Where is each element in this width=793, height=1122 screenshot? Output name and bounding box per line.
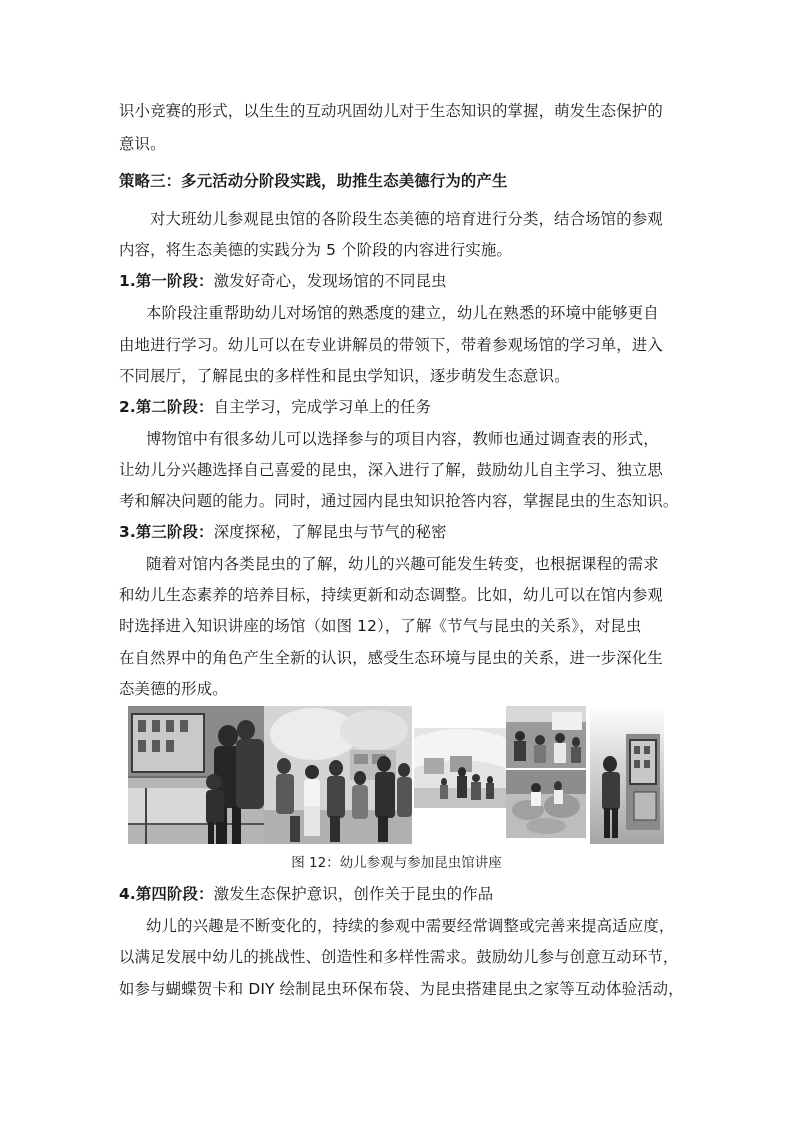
figure-12-caption: 图 12：幼儿参观与参加昆虫馆讲座	[291, 855, 502, 871]
stage-1-line-3: 不同展厅，了解昆虫的多样性和昆虫学知识，逐步萌发生态意识。	[119, 367, 570, 385]
photo-group-visit	[264, 706, 412, 844]
stage-2-line-3: 考和解决问题的能力。同时，通过园内昆虫知识抢答内容，掌握昆虫的生态知识。	[119, 492, 679, 510]
figure-12-photos	[128, 706, 664, 844]
stage-1-heading	[119, 271, 679, 291]
strategy-3-heading: 策略三：多元活动分阶段实践，助推生态美德行为的产生	[119, 172, 508, 190]
stage-3-line-1: 随着对馆内各类昆虫的了解，幼儿的兴趣可能发生转变，也根据课程的需求	[146, 555, 659, 573]
photo-lecture-room	[506, 706, 586, 768]
photo-wall-exhibit	[590, 706, 664, 844]
stage-1-line-2: 由地进行学习。幼儿可以在专业讲解员的带领下，带着参观场馆的学习单，进入	[119, 336, 663, 354]
stage-4-line-2: 以满足发展中幼儿的挑战性、创造性和多样性需求。鼓励幼儿参与创意互动环节，	[119, 948, 679, 966]
stage-1-label: 1.第一阶段：	[119, 272, 214, 290]
stage-4-title: 激发生态保护意识，创作关于昆虫的作品	[213, 885, 494, 903]
stage-3-label: 3.第三阶段：	[119, 523, 214, 541]
stage-3-heading	[119, 522, 679, 542]
photo-specimen-display	[506, 770, 586, 838]
stage-4-line-3: 如参与蝴蝶贺卡和 DIY 绘制昆虫环保布袋、为昆虫搭建昆虫之家等互动体验活动，	[119, 980, 684, 998]
stage-4-line-1: 幼儿的兴趣是不断变化的，持续的参观中需要经常调整或完善来提高适应度，	[146, 917, 675, 935]
stage-3-line-2: 和幼儿生态素养的培养目标，持续更新和动态调整。比如，幼儿可以在馆内参观	[119, 586, 663, 604]
stage-4-heading	[119, 884, 679, 904]
stage-3-line-5: 态美德的形成。	[119, 680, 228, 698]
strategy-3-line-2: 内容，将生态美德的实践分为 5 个阶段的内容进行实施。	[119, 241, 513, 259]
stage-2-title: 自主学习，完成学习单上的任务	[213, 398, 432, 416]
photo-exhibit-room	[414, 728, 506, 808]
intro-line-1: 识小竞赛的形式，以生生的互动巩固幼儿对于生态知识的掌握，萌发生态保护的	[119, 102, 663, 120]
stage-2-line-1: 博物馆中有很多幼儿可以选择参与的项目内容，教师也通过调查表的形式，	[146, 430, 659, 448]
stage-4-label: 4.第四阶段：	[119, 885, 214, 903]
stage-3-title: 深度探秘，了解昆虫与节气的秘密	[213, 523, 447, 541]
stage-1-title: 激发好奇心，发现场馆的不同昆虫	[213, 272, 447, 290]
photo-exhibit-wall	[128, 706, 264, 844]
stage-1-line-1: 本阶段注重帮助幼儿对场馆的熟悉度的建立，幼儿在熟悉的环境中能够更自	[146, 304, 659, 322]
strategy-3-line-1: 对大班幼儿参观昆虫馆的各阶段生态美德的培育进行分类，结合场馆的参观	[150, 210, 663, 228]
stage-2-label: 2.第二阶段：	[119, 398, 214, 416]
intro-line-2: 意识。	[119, 135, 166, 153]
stage-3-line-4: 在自然界中的角色产生全新的认识，感受生态环境与昆虫的关系，进一步深化生	[119, 649, 663, 667]
stage-2-heading	[119, 397, 679, 417]
stage-2-line-2: 让幼儿分兴趣选择自己喜爱的昆虫，深入进行了解，鼓励幼儿自主学习、独立思	[119, 461, 663, 479]
stage-3-line-3: 时选择进入知识讲座的场馆（如图 12），了解《节气与昆虫的关系》，对昆虫	[119, 617, 642, 635]
